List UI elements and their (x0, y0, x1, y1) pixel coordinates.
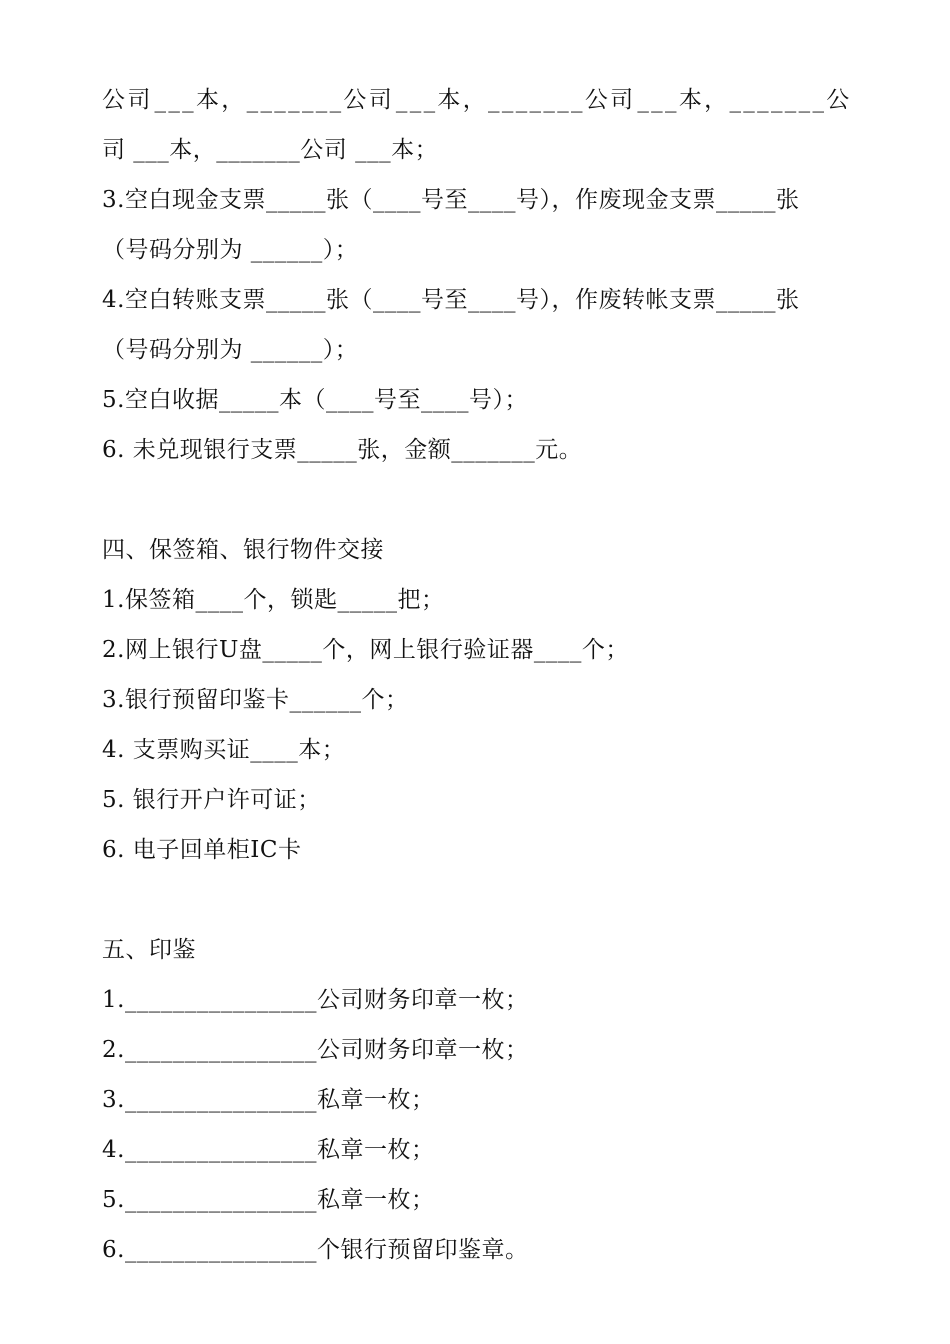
text-line: 3.空白现金支票_____张（____号至____号），作废现金支票_____张 (102, 187, 800, 213)
text-line: 3.银行预留印鉴卡______个； (102, 687, 409, 713)
text-line: 6. 未兑现银行支票_____张，金额_______元。 (102, 437, 583, 463)
text-line: 5.________________私章一枚； (102, 1187, 435, 1213)
text-line: 2.网上银行U盘_____个，网上银行验证器____个； (102, 637, 629, 663)
text-line: 6. 电子回单柜IC卡 (102, 837, 302, 863)
text-line: 6.________________个银行预留印鉴章。 (102, 1237, 529, 1263)
text-line: 4. 支票购买证____本； (102, 737, 346, 763)
blank-line (102, 875, 850, 925)
text-line: 1.保签箱____个，锁匙_____把； (102, 587, 445, 613)
text-line: 公 司 _ _ _ 本 ， _ _ _ _ _ _ _ 公 司 _ _ _ 本 ， _ _ _ _ _ _ _ 公 司 _ _ _ 本 ， _ _ _ _ _ _ _ 公 (102, 87, 850, 113)
text-line: 3.________________私章一枚； (102, 1087, 435, 1113)
text-line: （号码分别为 ______）； (102, 337, 359, 363)
text-line: 司 ___本，_______公司 ___本； (102, 137, 439, 163)
blank-line (102, 475, 850, 525)
text-line: （号码分别为 ______）； (102, 237, 359, 263)
section-heading-5: 五、印鉴 (102, 937, 196, 963)
text-line: 5. 银行开户许可证； (102, 787, 321, 813)
document-body (102, 75, 850, 1275)
text-line: 2.________________公司财务印章一枚； (102, 1037, 529, 1063)
section-heading-4: 四、保签箱、银行物件交接 (102, 537, 384, 563)
text-line: 4.________________私章一枚； (102, 1137, 435, 1163)
text-line: 4.空白转账支票_____张（____号至____号），作废转帐支票_____张 (102, 287, 800, 313)
text-line: 1.________________公司财务印章一枚； (102, 987, 529, 1013)
text-line: 5.空白收据_____本（____号至____号）； (102, 387, 528, 413)
